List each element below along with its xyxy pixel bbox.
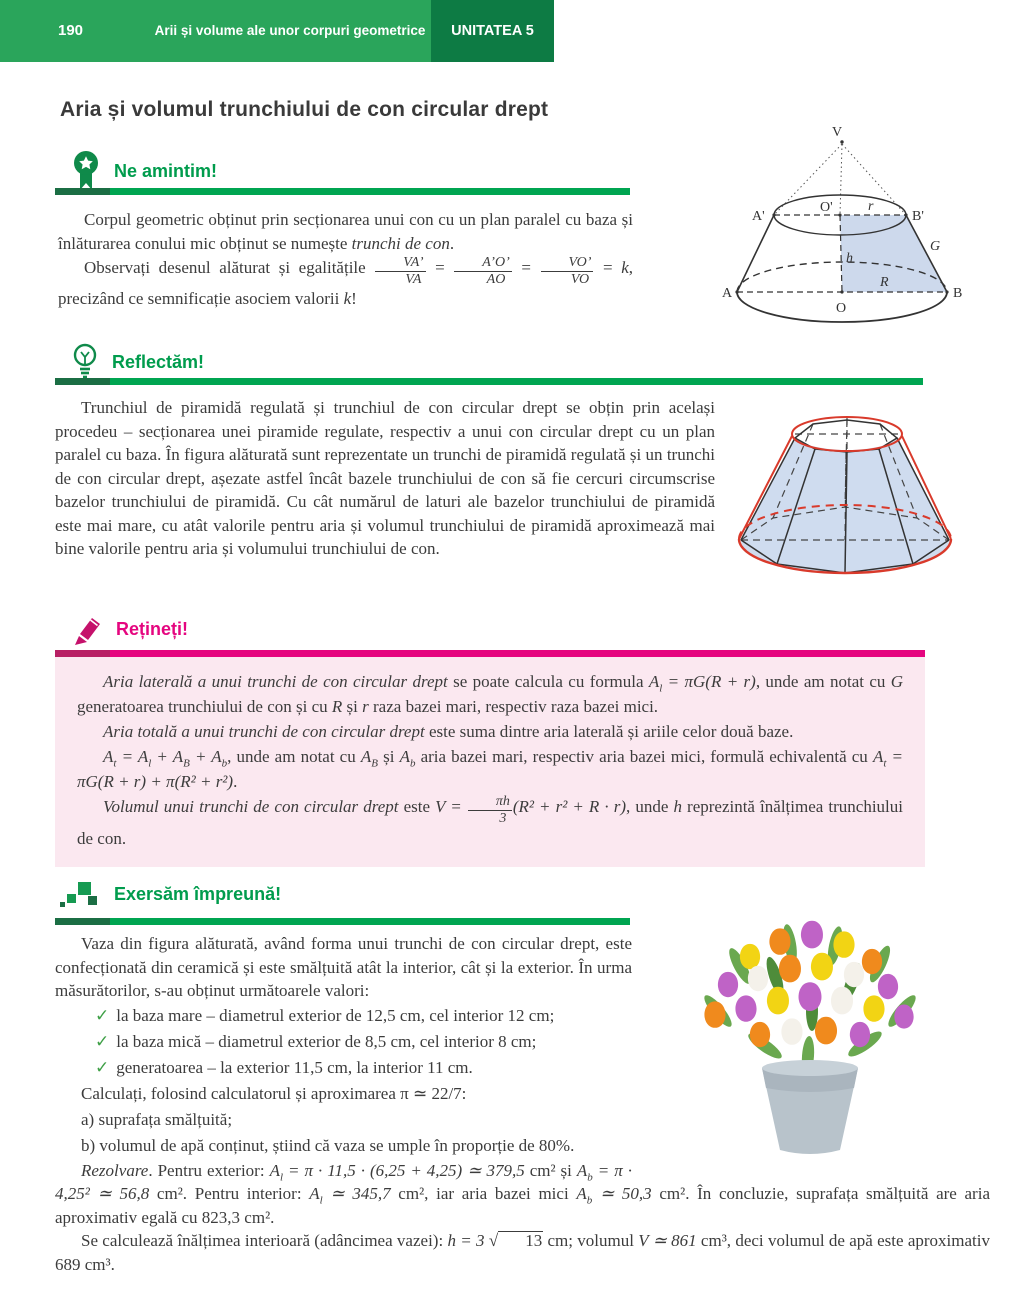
practice-bullet-3: ✓ generatoarea – la exterior 11,5 cm, la interior 11 cm.	[95, 1057, 473, 1077]
retain-paragraph-3: $A_t = A_l + A_B + A_b$, unde am notat cu $A_B$ și $A_b$ aria bazei mari, respectiv aria bazei mici, formulă echivalentă cu $A_t = \pi G(R + r) + \pi(R^2 + r^2)$.	[77, 747, 903, 791]
page-header	[0, 0, 1024, 62]
section-reflect-title: Reflectăm!	[112, 351, 205, 372]
label-R: R	[880, 275, 889, 290]
practice-bullet-2: ✓ la baza mică – diametrul exterior de 8,5 cm, cel interior 8 cm;	[95, 1031, 537, 1051]
label-r: r	[868, 199, 874, 214]
practice-solution-2: Se calculează înălțimea interioară (adâncimea vazei): h = 3 √ 13 cm; volumul V ≃ 861 cm³, deci volumul de apă este aproximativ 689 cm³.	[55, 1231, 990, 1274]
page-number: 190	[58, 22, 84, 39]
practice-item-a: a) suprafața smălțuită;	[81, 1109, 233, 1129]
cone-frustum-figure	[692, 120, 992, 325]
practice-calc: Calculați, folosind calculatorul și aproximarea π ≃ 22/7:	[81, 1083, 467, 1103]
label-V: V	[832, 125, 843, 140]
label-O-prime: O'	[820, 200, 833, 215]
remember-paragraph-1: Corpul geometric obținut prin secționarea unui con cu un plan paralel cu baza și înlăturarea conului mic obținut se numește trunchi de con.	[58, 210, 633, 253]
section-remember-head	[70, 150, 217, 192]
practice-item-b: b) volumul de apă conținut, știind că vaza se umple în proporție de 80%.	[81, 1135, 575, 1155]
pyramid-in-cone-figure	[727, 392, 1012, 582]
pencil-icon	[66, 610, 104, 648]
section-practice-title: Exersăm împreună!	[114, 883, 282, 904]
label-A: A	[722, 286, 733, 301]
practice-body	[55, 932, 990, 1276]
label-G: G	[930, 239, 941, 254]
retain-formula-box	[55, 657, 925, 867]
retain-paragraph-2: Aria totală a unui trunchi de con circular drept este suma dintre aria laterală și ariile celor două baze.	[103, 722, 794, 741]
label-h: h	[846, 251, 853, 266]
check-icon: ✓	[95, 1005, 110, 1025]
section-practice-head	[58, 876, 281, 912]
label-A-prime: A'	[752, 209, 765, 224]
rule-retain	[55, 650, 925, 657]
practice-solution-1: Rezolvare. Pentru exterior: $A_l = \pi \cdot 11,5 \cdot (6,25 + 4,25)$ ≃ 379,5 cm² și $A_b = \pi \cdot 4,25^2$ ≃ 56,8 cm². Pentru interior: $A_l$ ≃ 345,7 cm², iar aria bazei mici $A_b$ ≃ 50,3 cm². În concluzie, suprafața smălțuită are aria aproximativ egală cu 823,3 cm².	[55, 1160, 990, 1227]
blocks-icon	[58, 876, 102, 912]
check-icon: ✓	[95, 1031, 110, 1051]
chapter-title: Arii și volume ale unor corpuri geometrice	[154, 23, 426, 38]
label-B: B	[953, 286, 963, 301]
rule-reflect	[55, 378, 923, 385]
page-title: Aria și volumul trunchiului de con circular drept	[60, 98, 549, 121]
reflect-paragraph: Trunchiul de piramidă regulată și trunchiul de con circular drept se obțin prin același procedeu – secționarea unei piramide regulate, respectiv a unui con circular drept cu un plan paralel cu baza. În figura alăturată sunt reprezentate un trunchi de piramidă regulată și un trunchi de con circular drept, așezate astfel încât bazele trunchiului de con să fie cercuri circumscrise bazelor trunchiului de piramidă. Cu cât numărul de laturi ale bazelor trunchiului de piramidă este mai mare, cu atât valorile pentru aria și volumul trunchiului de piramidă aproximează mai bine valorile pentru aria și volumului trunchiului de con.	[55, 398, 715, 558]
remember-paragraph-2: Observați desenul alăturat și egalitățile $\frac{VA’}{VA}$ = $\frac{A’O’}{AO}$ = $\frac{VO’}{VO}$ = k, precizând ce semnificație asociem valorii k!	[58, 255, 633, 308]
award-ribbon-icon	[70, 150, 102, 192]
rule-remember	[55, 188, 630, 195]
practice-intro: Vaza din figura alăturată, având forma unui trunchi de con circular drept, este confecționată din ceramică și este smălțuită atât la interior, cât și la exterior. În urma măsurătorilor, s-au obținut următoarele valori:	[55, 934, 632, 1000]
tulip-vase-photo	[640, 916, 990, 1158]
unit-label: UNITATEA 5	[451, 23, 534, 39]
practice-bullet-1: ✓ la baza mare – diametrul exterior de 12,5 cm, cel interior 12 cm;	[95, 1005, 555, 1025]
section-retain-head	[66, 610, 188, 648]
check-icon: ✓	[95, 1057, 110, 1077]
label-O: O	[836, 301, 847, 316]
section-reflect-head	[70, 342, 204, 382]
lightbulb-icon	[70, 342, 100, 382]
retain-paragraph-4: Volumul unui trunchi de con circular drept este V = $\frac{\pi h}{3}$ (R² + r² + R · r), unde h reprezintă înălțimea trunchiului de con.	[77, 794, 903, 848]
section-retain-title: Rețineți!	[116, 618, 188, 639]
rule-practice	[55, 918, 630, 925]
retain-paragraph-1: Aria laterală a unui trunchi de con circular drept se poate calcula cu formula $A_l = \pi G(R + r)$, unde am notat cu G generatoarea trunchiului de con și cu R și r raza bazei mari, respectiv raza bazei mici.	[77, 672, 904, 716]
section-remember-title: Ne amintim!	[114, 160, 218, 181]
label-B-prime: B'	[912, 209, 924, 224]
